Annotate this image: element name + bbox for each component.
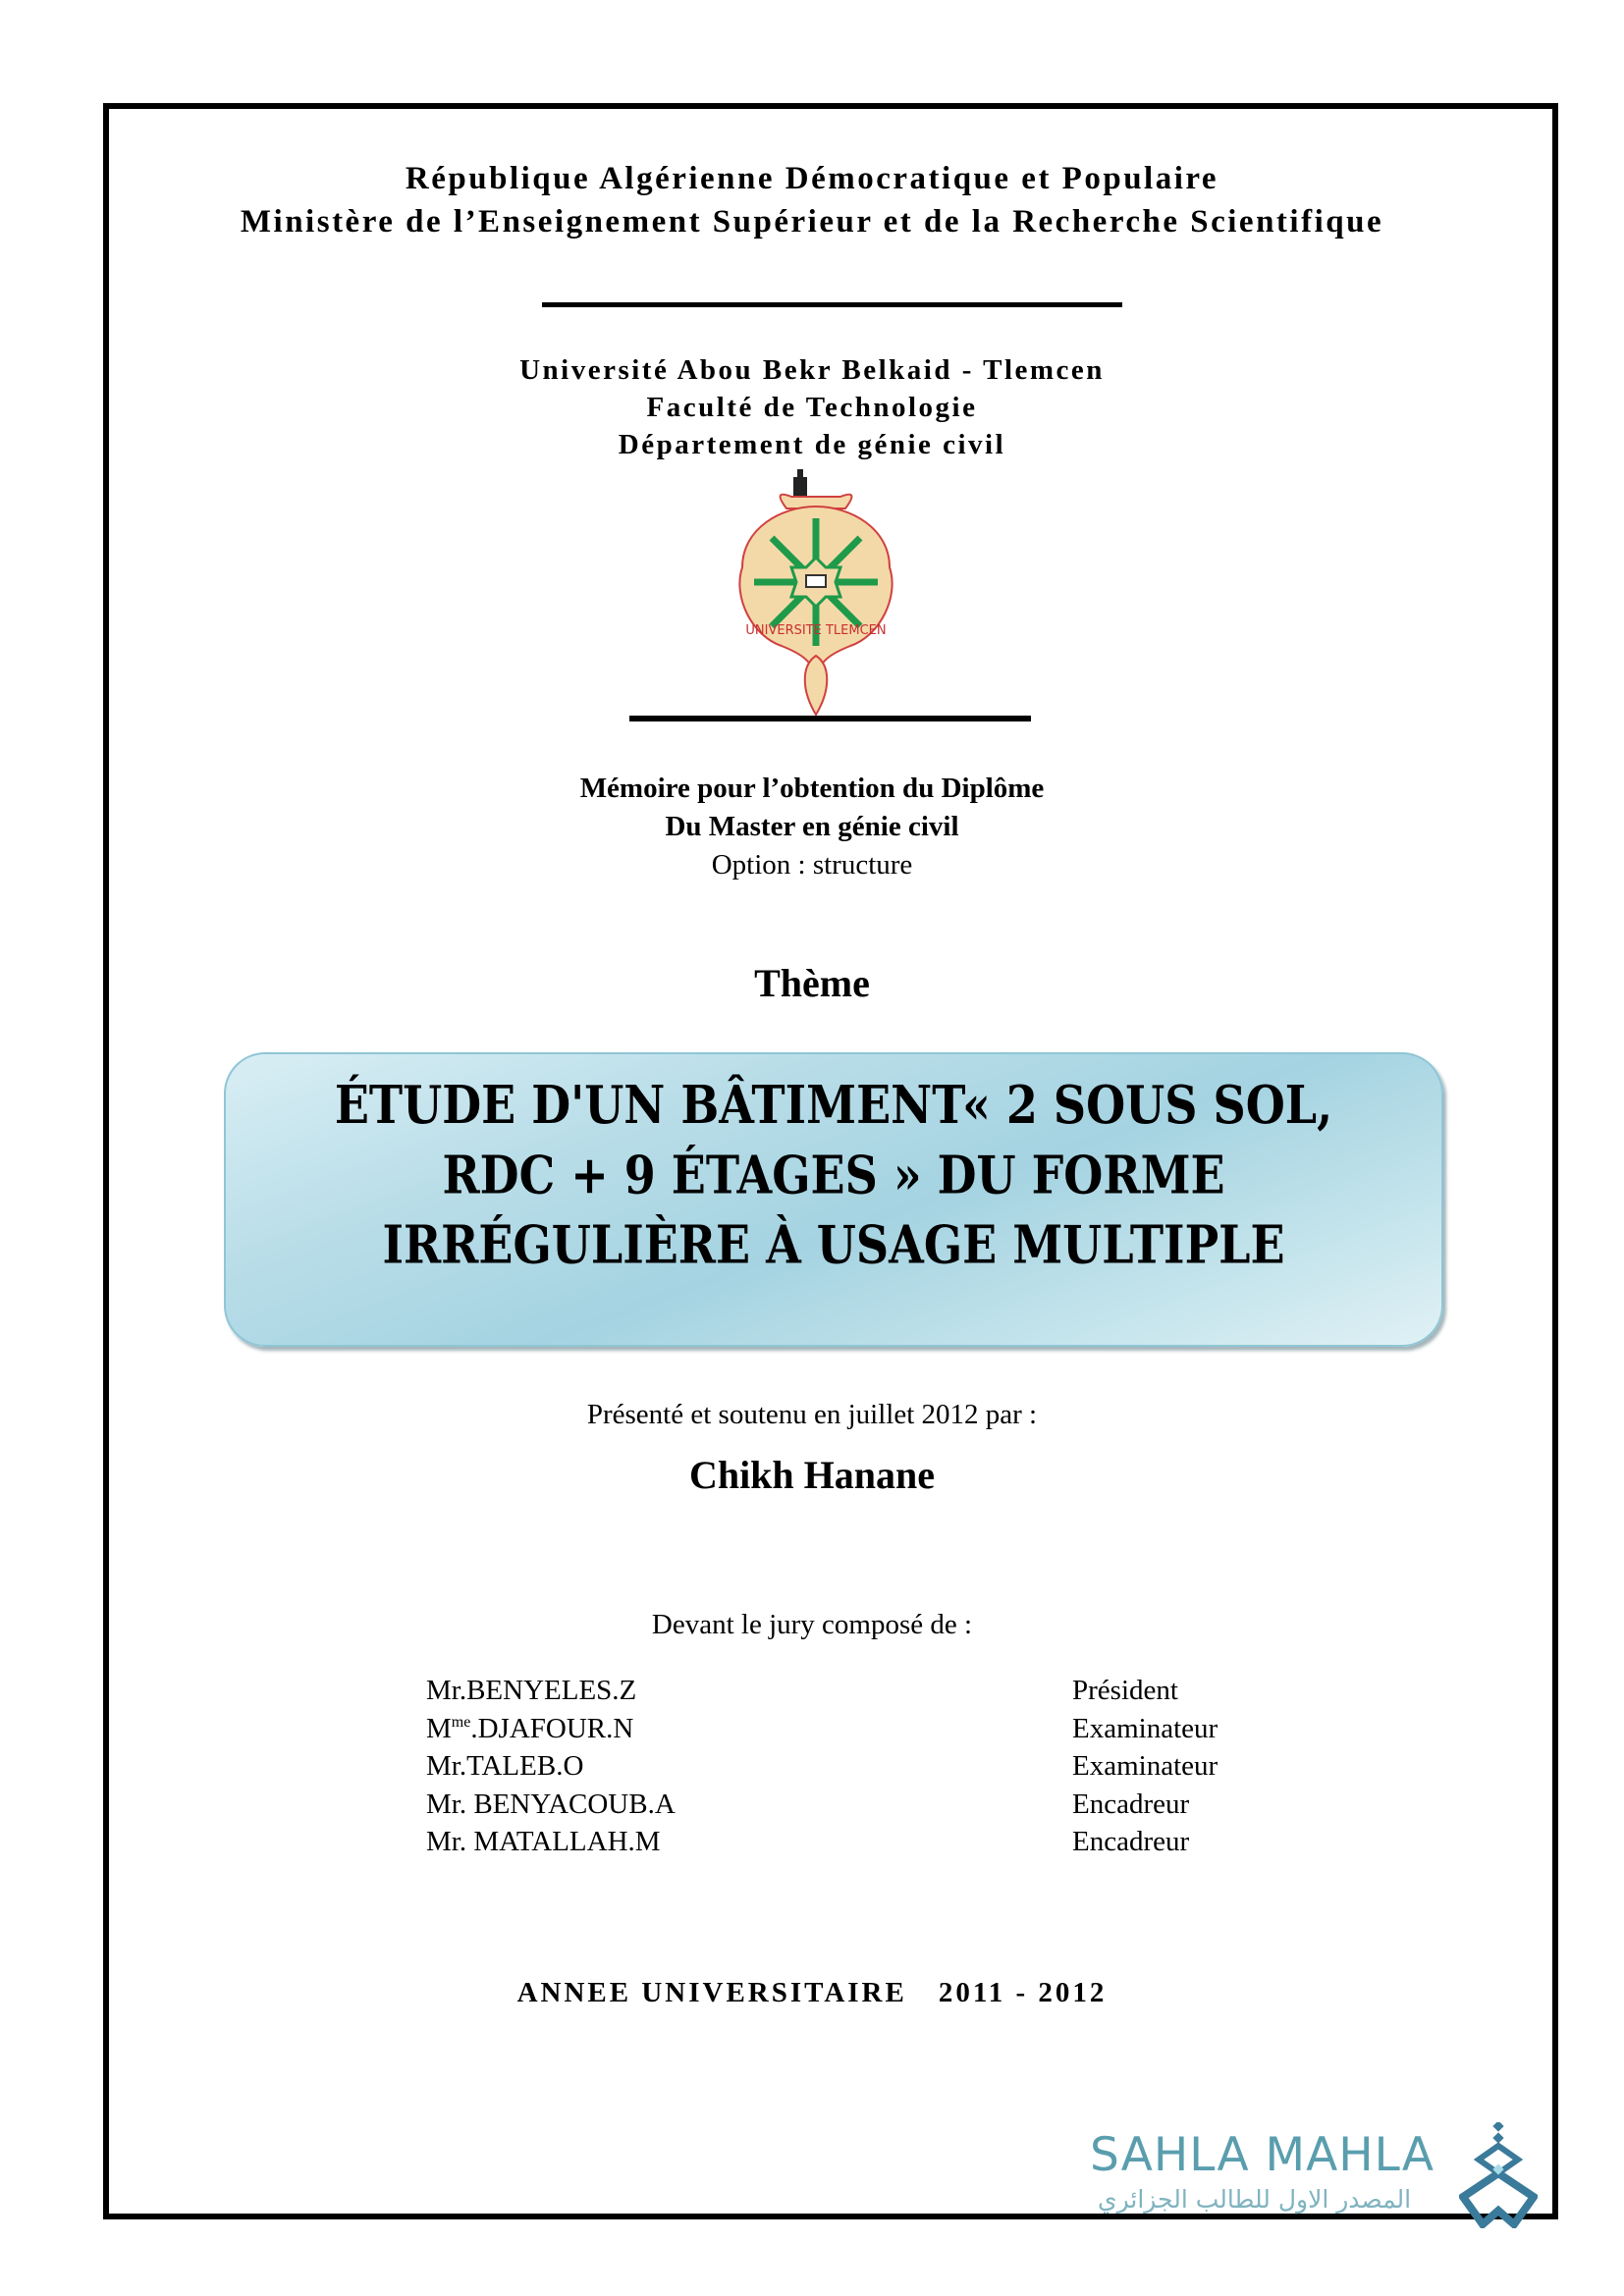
republic-line: République Algérienne Démocratique et Populaire xyxy=(405,161,1219,196)
faculty-name: Faculté de Technologie xyxy=(646,392,978,423)
jury-list xyxy=(426,1672,1218,1861)
jury-row xyxy=(426,1672,1218,1710)
academic-year xyxy=(0,1977,1624,2009)
jury-row xyxy=(426,1747,1218,1786)
theme-label: Thème xyxy=(754,961,870,1005)
title-line-1: ÉTUDE D'UN BÂTIMENT« 2 SOUS SOL, xyxy=(334,1074,1333,1136)
university-name: Université Abou Bekr Belkaid - Tlemcen xyxy=(519,354,1105,386)
watermark-tagline: المصدر الاول للطالب الجزائري xyxy=(1098,2185,1412,2214)
jury-member-role: Président xyxy=(1072,1675,1178,1706)
jury-row xyxy=(426,1823,1218,1861)
title-line-2: RDC + 9 ÉTAGES » DU FORME xyxy=(442,1144,1225,1206)
divider-top xyxy=(542,302,1122,307)
author-name: Chikh Hanane xyxy=(688,1453,936,1497)
jury-member-name: Mr.BENYELES.Z xyxy=(426,1675,637,1706)
department-name: Département de génie civil xyxy=(618,429,1006,460)
thesis-title-box xyxy=(224,1052,1443,1347)
academic-year-label: ANNEE UNIVERSITAIRE xyxy=(516,1977,907,2008)
degree-option: Option : structure xyxy=(711,849,913,881)
sahla-mahla-watermark xyxy=(1090,2120,1561,2228)
degree-line-1: Mémoire pour l’obtention du Diplôme xyxy=(579,773,1045,804)
jury-row xyxy=(426,1786,1218,1824)
ministry-line: Ministère de l’Enseignement Supérieur et de la Recherche Scientifique xyxy=(240,204,1384,240)
university-logo-icon xyxy=(732,469,899,717)
watermark-brand: SAHLA MAHLA xyxy=(1090,2128,1435,2182)
divider-bottom xyxy=(629,716,1031,721)
academic-year-value: 2011 - 2012 xyxy=(938,1977,1108,2008)
presentation-intro: Présenté et soutenu en juillet 2012 par : xyxy=(586,1399,1038,1430)
title-line-3: IRRÉGULIÈRE À USAGE MULTIPLE xyxy=(382,1214,1285,1276)
svg-text:UNIVERSITE TLEMCEN: UNIVERSITE TLEMCEN xyxy=(745,623,887,638)
degree-line-2: Du Master en génie civil xyxy=(665,811,959,842)
republic-header xyxy=(0,157,1624,243)
jury-member-name: Mr.TALEB.O xyxy=(426,1750,584,1782)
thesis-title xyxy=(226,1070,1441,1280)
jury-intro: Devant le jury composé de : xyxy=(651,1609,973,1640)
jury-member-name: Mr. BENYACOUB.A xyxy=(426,1788,676,1820)
jury-member-role: Examinateur xyxy=(1072,1750,1218,1782)
jury-member-role: Encadreur xyxy=(1072,1788,1190,1820)
jury-row xyxy=(426,1710,1218,1748)
jury-member-name: $M^{me}.DJAFOUR.N$ xyxy=(426,1712,634,1744)
sahla-mahla-logo-icon xyxy=(1459,2122,1538,2228)
degree-block xyxy=(0,770,1624,884)
jury-member-role: Encadreur xyxy=(1072,1826,1190,1857)
jury-member-name: Mr. MATALLAH.M xyxy=(426,1826,661,1857)
institution-block xyxy=(0,351,1624,463)
jury-member-role: Examinateur xyxy=(1072,1712,1218,1744)
